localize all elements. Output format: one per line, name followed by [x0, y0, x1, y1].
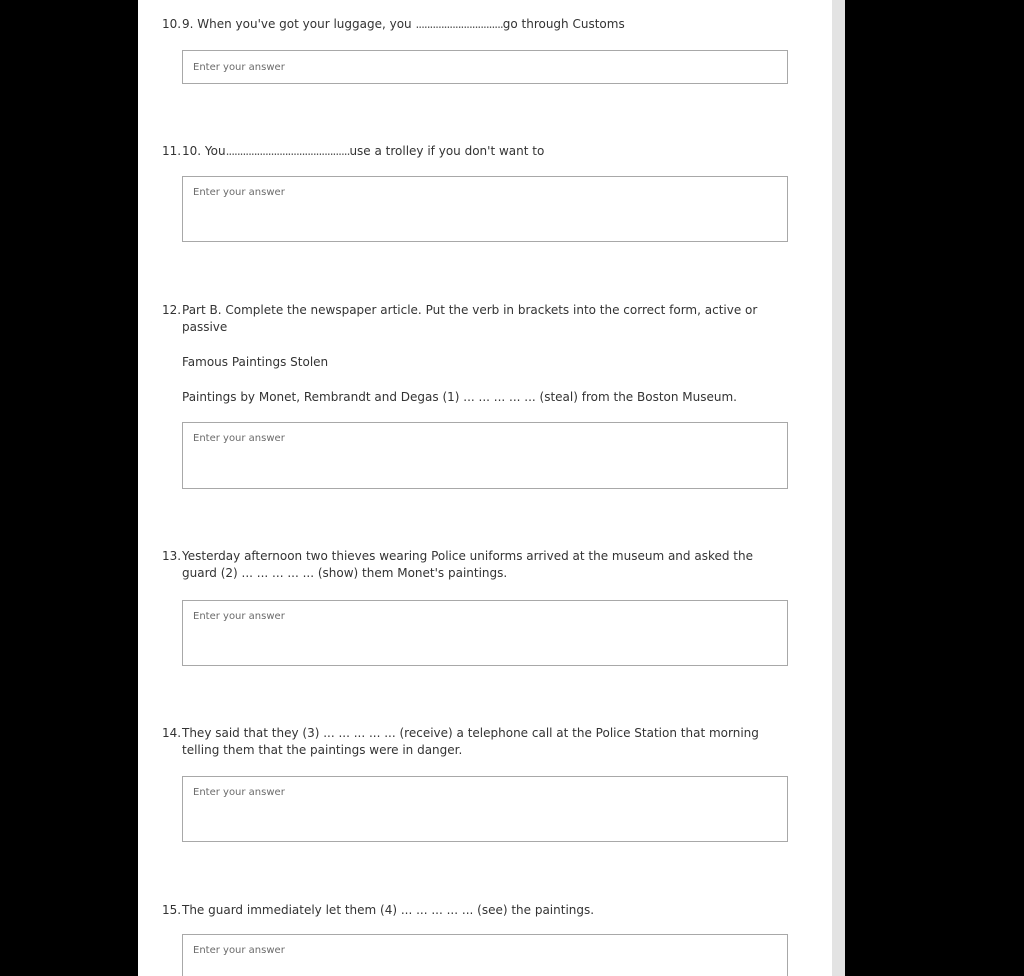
question-text: [182, 548, 782, 582]
question-text: [182, 302, 782, 336]
blank-dots: ...............................: [415, 17, 503, 31]
question-text-part: go through Customs: [502, 17, 625, 31]
question-text-part: 10. You: [182, 144, 226, 158]
answer-input-15[interactable]: [182, 934, 788, 976]
article-sentence: Paintings by Monet, Rembrandt and Degas (1) ... ... ... ... ... (steal) from the Boston Museum.: [182, 390, 737, 404]
question-line: passive: [182, 320, 228, 334]
question-text: [182, 725, 782, 759]
question-line: They said that they (3) ... ... ... ... ... (receive) a telephone call at the Police Station that morning: [182, 726, 759, 740]
question-line: telling them that the paintings were in danger.: [182, 743, 463, 757]
question-line: [182, 16, 782, 33]
answer-input-14[interactable]: [182, 776, 788, 842]
question-line: The guard immediately let them (4) ... ... ... ... ... (see) the paintings.: [182, 903, 595, 917]
scrollbar[interactable]: [832, 0, 845, 976]
article-heading: Famous Paintings Stolen: [182, 355, 329, 369]
question-line: guard (2) ... ... ... ... ... (show) them Monet's paintings.: [182, 566, 508, 580]
question-number: 13.: [162, 549, 182, 563]
question-number: 11.: [162, 144, 182, 158]
answer-input-13[interactable]: [182, 600, 788, 666]
answer-input-10[interactable]: [182, 50, 788, 84]
question-text: [182, 143, 782, 160]
blank-dots: ............................................: [225, 144, 350, 158]
form-panel: [138, 0, 832, 976]
question-text: [182, 16, 782, 33]
question-text-part: use a trolley if you don't want to: [349, 144, 545, 158]
answer-input-12[interactable]: [182, 422, 788, 489]
question-number: 15.: [162, 903, 182, 917]
question-line: [182, 143, 782, 160]
answer-input-11[interactable]: [182, 176, 788, 242]
question-line: Yesterday afternoon two thieves wearing Police uniforms arrived at the museum and asked the: [182, 549, 753, 563]
question-number: 12.: [162, 303, 182, 317]
question-number: 14.: [162, 726, 182, 740]
question-number: 10.: [162, 17, 182, 31]
question-line: Part B. Complete the newspaper article. Put the verb in brackets into the correct form, active or: [182, 303, 758, 317]
question-text: [182, 902, 782, 919]
question-text-part: 9. When you've got your luggage, you: [182, 17, 416, 31]
